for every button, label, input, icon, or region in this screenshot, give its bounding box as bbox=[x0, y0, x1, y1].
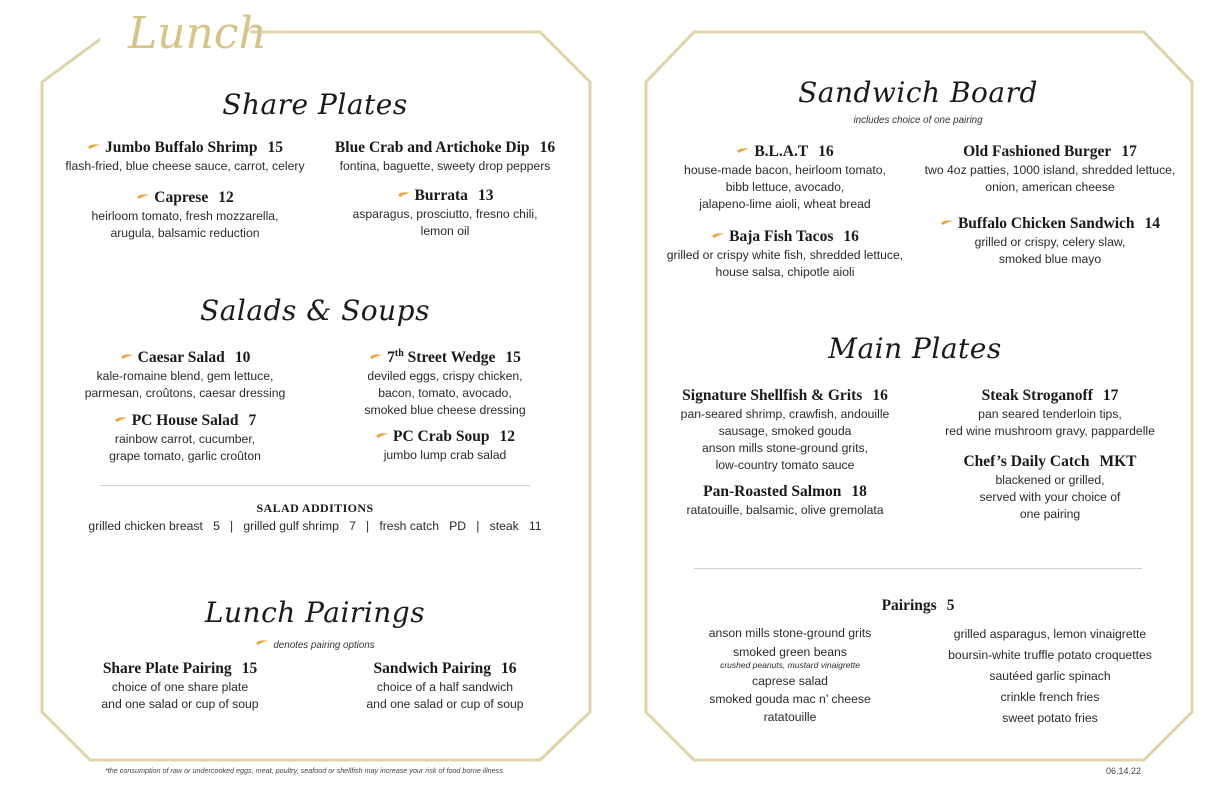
item-desc: parmesan, croûtons, caesar dressing bbox=[84, 386, 286, 400]
pairing-legend-text: denotes pairing options bbox=[273, 640, 375, 651]
item-name: Signature Shellfish & Grits bbox=[682, 387, 863, 404]
pairing-mark-icon bbox=[136, 192, 150, 200]
menu-item bbox=[60, 188, 310, 242]
item-price: 15 bbox=[241, 660, 258, 677]
addition-name: grilled gulf shrimp bbox=[243, 519, 339, 533]
item-price: 16 bbox=[818, 143, 834, 160]
item-desc: grilled or crispy white fish, shredded lettuce, bbox=[666, 248, 904, 262]
item-price: 18 bbox=[851, 483, 867, 500]
item-name: Caprese bbox=[154, 189, 209, 206]
addition-price: 5 bbox=[213, 519, 220, 533]
item-desc: heirloom tomato, fresh mozzarella, bbox=[91, 209, 279, 223]
item-desc: pan seared tenderloin tips, bbox=[978, 407, 1122, 421]
item-name: Burrata bbox=[414, 187, 468, 204]
addition-price: 7 bbox=[349, 519, 356, 533]
item-name: Sandwich Pairing bbox=[373, 660, 492, 677]
pairing-mark-icon bbox=[87, 142, 101, 150]
item-desc: two 4oz patties, 1000 island, shredded lettuce, bbox=[924, 163, 1176, 177]
pairings-right-list bbox=[920, 624, 1180, 729]
pairing-mark-icon bbox=[369, 352, 383, 360]
item-name: Old Fashioned Burger bbox=[963, 143, 1112, 160]
item-desc: bacon, tomato, avocado, bbox=[378, 386, 512, 400]
item-name: Jumbo Buffalo Shrimp bbox=[105, 139, 258, 156]
section-divider bbox=[100, 485, 530, 486]
addition-name: fresh catch bbox=[379, 519, 439, 533]
item-desc: one pairing bbox=[1019, 507, 1081, 521]
item-name: Chef’s Daily Catch bbox=[963, 453, 1090, 470]
item-desc: grape tomato, garlic croûton bbox=[109, 449, 261, 463]
pairing-mark-icon bbox=[940, 218, 954, 226]
item-name: Share Plate Pairing bbox=[102, 660, 232, 677]
item-desc: smoked blue mayo bbox=[998, 252, 1102, 266]
pairing-option: sweet potato fries bbox=[1002, 711, 1098, 725]
pairing-option: grilled asparagus, lemon vinaigrette bbox=[953, 627, 1147, 641]
item-desc: deviled eggs, crispy chicken, bbox=[367, 369, 523, 383]
item-price: 12 bbox=[499, 428, 515, 445]
item-price: 10 bbox=[234, 349, 251, 366]
lunch-pairings-title: Lunch Pairings bbox=[204, 596, 426, 629]
addition-price: 11 bbox=[528, 519, 542, 533]
item-desc: and one salad or cup of soup bbox=[101, 697, 259, 711]
sandwich-board-subtitle: includes choice of one pairing bbox=[853, 115, 983, 126]
pairing-mark-icon bbox=[736, 146, 750, 154]
item-desc: red wine mushroom gravy, pappardelle bbox=[945, 424, 1155, 438]
menu-item bbox=[60, 348, 310, 402]
item-price: 17 bbox=[1102, 387, 1119, 404]
menu-item bbox=[920, 452, 1180, 523]
addition-price: PD bbox=[449, 519, 467, 533]
salad-additions-title: SALAD ADDITIONS bbox=[256, 501, 374, 515]
pairing-mark-icon bbox=[120, 352, 134, 360]
pairing-legend bbox=[170, 635, 460, 653]
menu-item bbox=[320, 348, 570, 419]
item-desc: served with your choice of bbox=[979, 490, 1121, 504]
item-desc: flash-fried, blue cheese sauce, carrot, celery bbox=[65, 159, 305, 173]
menu-item bbox=[320, 186, 570, 240]
menu-item bbox=[660, 142, 910, 213]
item-desc: and one salad or cup of soup bbox=[366, 697, 524, 711]
item-price: 17 bbox=[1121, 143, 1137, 160]
pairing-mark-icon bbox=[255, 638, 269, 646]
menu-item bbox=[655, 386, 915, 474]
menu-item bbox=[320, 138, 570, 175]
pairing-option: ratatouille bbox=[763, 710, 817, 724]
pairing-option: anson mills stone-ground grits bbox=[708, 626, 872, 640]
item-name: PC Crab Soup bbox=[393, 428, 490, 445]
salad-additions-list bbox=[60, 518, 570, 535]
item-name: Blue Crab and Artichoke Dip bbox=[334, 139, 530, 156]
item-name: Pan-Roasted Salmon bbox=[703, 483, 842, 500]
item-name: B.L.A.T bbox=[754, 143, 809, 160]
item-price: MKT bbox=[1099, 453, 1137, 470]
item-desc: onion, american cheese bbox=[985, 180, 1115, 194]
pairing-mark-icon bbox=[711, 231, 725, 239]
menu-item bbox=[655, 227, 915, 281]
pairing-option: smoked green beans bbox=[733, 645, 847, 659]
separator: | bbox=[366, 519, 370, 533]
lunch-header: Lunch bbox=[128, 8, 267, 59]
item-desc: jalapeno-lime aioli, wheat bread bbox=[699, 197, 871, 211]
pairings-title: Pairings bbox=[881, 597, 937, 614]
menu-item bbox=[60, 411, 310, 465]
item-desc: sausage, smoked gouda bbox=[718, 424, 852, 438]
item-name: PC House Salad bbox=[131, 412, 239, 429]
item-name: 7 bbox=[387, 349, 395, 366]
main-plates-title: Main Plates bbox=[828, 332, 1002, 365]
menu-item bbox=[60, 138, 310, 175]
item-price: 13 bbox=[477, 187, 494, 204]
item-desc: choice of a half sandwich bbox=[376, 680, 514, 694]
item-desc: lemon oil bbox=[420, 224, 470, 238]
item-desc: asparagus, prosciutto, fresno chili, bbox=[352, 207, 538, 221]
addition-name: grilled chicken breast bbox=[88, 519, 203, 533]
section-divider bbox=[694, 568, 1142, 569]
menu-item bbox=[320, 659, 570, 713]
item-name-superscript: th bbox=[394, 347, 404, 359]
item-name: Caesar Salad bbox=[137, 349, 225, 366]
menu-item bbox=[655, 482, 915, 519]
item-name-rest: Street Wedge bbox=[403, 349, 496, 366]
separator: | bbox=[230, 519, 234, 533]
item-price: 16 bbox=[501, 660, 517, 677]
separator: | bbox=[476, 519, 480, 533]
item-price: 15 bbox=[267, 139, 283, 156]
item-desc: house-made bacon, heirloom tomato, bbox=[684, 163, 886, 177]
item-desc: rainbow carrot, cucumber, bbox=[114, 432, 256, 446]
pairings-price: 5 bbox=[946, 597, 955, 614]
item-price: 16 bbox=[872, 387, 888, 404]
item-desc: blackened or grilled, bbox=[995, 473, 1105, 487]
menu-item bbox=[55, 659, 305, 713]
sandwich-board-title: Sandwich Board bbox=[798, 76, 1038, 109]
item-name: Baja Fish Tacos bbox=[729, 228, 834, 245]
item-desc: low-country tomato sauce bbox=[715, 458, 855, 472]
pairing-mark-icon bbox=[397, 190, 411, 198]
item-price: 7 bbox=[248, 412, 257, 429]
item-desc: choice of one share plate bbox=[111, 680, 249, 694]
pairing-option-note: crushed peanuts, mustard vinaigrette bbox=[720, 660, 860, 670]
item-desc: bibb lettuce, avocado, bbox=[725, 180, 845, 194]
item-name: Steak Stroganoff bbox=[981, 387, 1093, 404]
pairing-option: crinkle french fries bbox=[1000, 690, 1100, 704]
item-desc: grilled or crispy, celery slaw, bbox=[974, 235, 1126, 249]
item-price: 15 bbox=[505, 349, 521, 366]
pairing-option: boursin-white truffle potato croquettes bbox=[948, 648, 1152, 662]
menu-item bbox=[920, 142, 1180, 196]
pairing-mark-icon bbox=[114, 415, 128, 423]
item-price: 14 bbox=[1144, 215, 1161, 232]
salads-soups-title: Salads & Soups bbox=[200, 294, 430, 327]
item-desc: house salsa, chipotle aioli bbox=[715, 265, 855, 279]
menu-item bbox=[320, 427, 570, 464]
menu-item bbox=[920, 386, 1180, 440]
menu-item bbox=[920, 214, 1180, 268]
item-desc: kale-romaine blend, gem lettuce, bbox=[96, 369, 274, 383]
item-desc: ratatouille, balsamic, olive gremolata bbox=[686, 503, 884, 517]
item-desc: jumbo lump crab salad bbox=[383, 448, 507, 462]
pairing-option: smoked gouda mac n’ cheese bbox=[709, 692, 871, 706]
item-desc: arugula, balsamic reduction bbox=[110, 226, 260, 240]
item-desc: smoked blue cheese dressing bbox=[364, 403, 526, 417]
share-plates-title: Share Plates bbox=[222, 88, 408, 121]
menu-date: 06.14.22 bbox=[1106, 766, 1142, 776]
pairings-heading bbox=[800, 596, 1036, 616]
pairing-option: caprese salad bbox=[752, 674, 828, 688]
item-desc: anson mills stone-ground grits, bbox=[702, 441, 868, 455]
item-price: 12 bbox=[218, 189, 234, 206]
item-desc: pan-seared shrimp, crawfish, andouille bbox=[680, 407, 890, 421]
item-name: Buffalo Chicken Sandwich bbox=[957, 215, 1135, 232]
disclaimer: *the consumption of raw or undercooked eggs, meat, poultry, seafood or shellfish may increase your risk of food borne illness bbox=[105, 766, 503, 775]
item-price: 16 bbox=[539, 139, 556, 156]
pairing-option: sautéed garlic spinach bbox=[989, 669, 1111, 683]
item-desc: fontina, baguette, sweety drop peppers bbox=[339, 159, 551, 173]
addition-name: steak bbox=[489, 519, 519, 533]
item-price: 16 bbox=[843, 228, 859, 245]
pairing-mark-icon bbox=[375, 431, 389, 439]
pairings-left-list bbox=[660, 624, 920, 726]
